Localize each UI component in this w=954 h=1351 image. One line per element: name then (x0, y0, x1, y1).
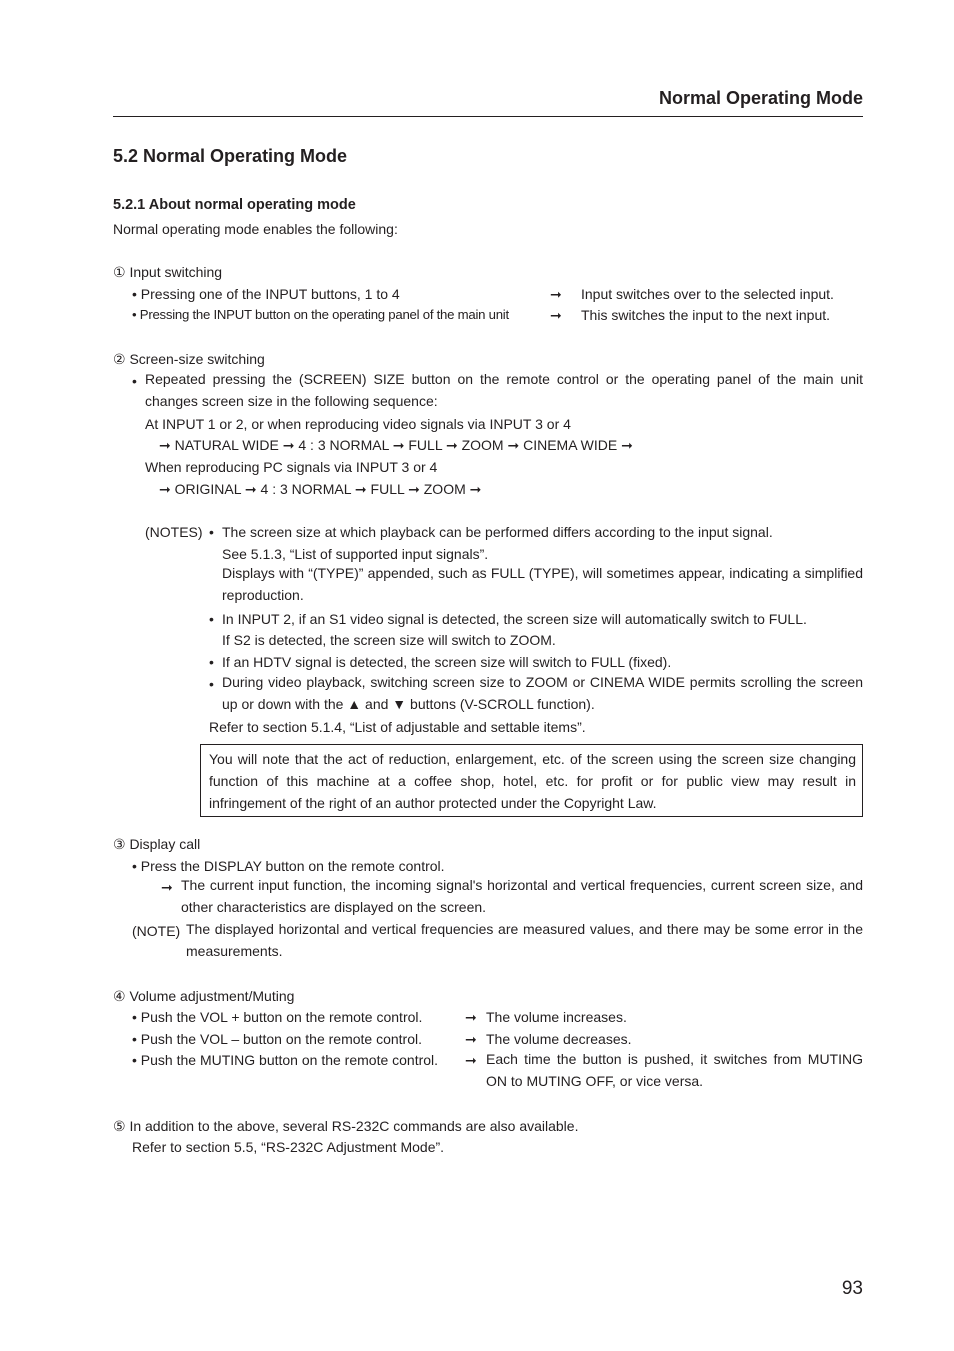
note-2-line-1: In INPUT 2, if an S1 video signal is detected, the screen size will automatically switch to FULL. (222, 611, 807, 627)
header-rule (113, 116, 863, 117)
arrow-icon: ➞ (550, 286, 562, 302)
volume-action-3: • Push the MUTING button on the remote control. (132, 1052, 439, 1068)
display-call-label: ③ Display call (113, 836, 201, 852)
volume-action-1: • Push the VOL + button on the remote control. (132, 1009, 423, 1025)
arrow-icon: ➞ (465, 1031, 477, 1047)
volume-result-1: The volume increases. (486, 1009, 627, 1025)
notes-label: (NOTES) (145, 524, 203, 540)
display-call-bullet: • Press the DISPLAY button on the remote control. (132, 858, 445, 874)
input-switching-label: ① Input switching (113, 264, 223, 280)
volume-action-2: • Push the VOL – button on the remote control. (132, 1031, 423, 1047)
display-call-note: The displayed horizontal and vertical frequencies are measured values, and there may be some error in the measurements. (186, 921, 863, 959)
section-title: 5.2 Normal Operating Mode (113, 146, 348, 166)
display-call-note-label: (NOTE) (132, 923, 181, 939)
volume-result-3: Each time the button is pushed, it switches from MUTING ON to MUTING OFF, or vice versa. (486, 1051, 863, 1089)
note-2-line-2: If S2 is detected, the screen size will switch to ZOOM. (222, 632, 556, 648)
running-header-title: Normal Operating Mode (658, 88, 863, 108)
screen-size-label: ② Screen-size switching (113, 351, 265, 367)
note-refer: Refer to section 5.1.4, “List of adjustable and settable items”. (209, 719, 586, 735)
subsection-title: 5.2.1 About normal operating mode (113, 197, 356, 213)
note-1-line-3: Displays with “(TYPE)” appended, such as FULL (TYPE), will sometimes appear, indicating a simplified reproduction. (222, 565, 863, 603)
input-switching-result-2: This switches the input to the next input. (581, 307, 831, 323)
video-condition: At INPUT 1 or 2, or when reproducing video signals via INPUT 3 or 4 (145, 416, 571, 432)
input-switching-action-2: • Pressing the INPUT button on the operating panel of the main unit (132, 307, 509, 322)
rs232c-line-1: ⑤ In addition to the above, several RS-232C commands are also available. (113, 1118, 579, 1134)
bullet-glyph: • (209, 676, 214, 692)
video-sequence: ➞ NATURAL WIDE ➞ 4 : 3 NORMAL ➞ FULL ➞ ZOOM ➞ CINEMA WIDE ➞ (159, 437, 633, 453)
screen-size-bullet: Repeated pressing the (SCREEN) SIZE button on the remote control or the operating panel of the main unit changes screen size in the following sequence: (145, 371, 863, 409)
copyright-notice-box (200, 744, 863, 817)
page-number: 93 (841, 1278, 863, 1299)
pc-condition: When reproducing PC signals via INPUT 3 or 4 (145, 459, 438, 475)
display-call-result: The current input function, the incoming signal's horizontal and vertical frequencies, current screen size, and other characteristics are displayed on the screen. (181, 877, 863, 915)
copyright-notice-text: You will note that the act of reduction, enlargement, etc. of the screen using the screen size changing function of this machine at a coffee shop, hotel, etc. for profit or for public view may result in infringement of the right of an author protected under the Copyright Law. (209, 751, 856, 811)
pc-sequence: ➞ ORIGINAL ➞ 4 : 3 NORMAL ➞ FULL ➞ ZOOM ➞ (159, 481, 482, 497)
note-1-line-2: See 5.1.3, “List of supported input signals”. (222, 546, 489, 562)
rs232c-line-2: Refer to section 5.5, “RS-232C Adjustment Mode”. (132, 1139, 445, 1155)
volume-label: ④ Volume adjustment/Muting (113, 988, 295, 1004)
arrow-icon: ➞ (161, 879, 173, 895)
bullet-glyph: • (209, 654, 214, 670)
note-3: If an HDTV signal is detected, the screen size will switch to FULL (fixed). (222, 654, 672, 670)
bullet-glyph: • (209, 611, 214, 627)
input-switching-result-1: Input switches over to the selected input. (581, 286, 834, 302)
bullet-glyph: • (209, 524, 214, 540)
intro-text: Normal operating mode enables the following: (113, 221, 398, 237)
bullet-glyph: • (132, 373, 137, 389)
arrow-icon: ➞ (550, 307, 562, 323)
note-4: During video playback, switching screen size to ZOOM or CINEMA WIDE permits scrolling the screen up or down with the ▲ and ▼ buttons (V-SCROLL function). (222, 674, 863, 712)
arrow-icon: ➞ (465, 1009, 477, 1025)
arrow-icon: ➞ (465, 1052, 477, 1068)
note-1-line-1: The screen size at which playback can be performed differs according to the input signal. (222, 524, 773, 540)
input-switching-action-1: • Pressing one of the INPUT buttons, 1 to 4 (132, 286, 400, 302)
volume-result-2: The volume decreases. (486, 1031, 632, 1047)
